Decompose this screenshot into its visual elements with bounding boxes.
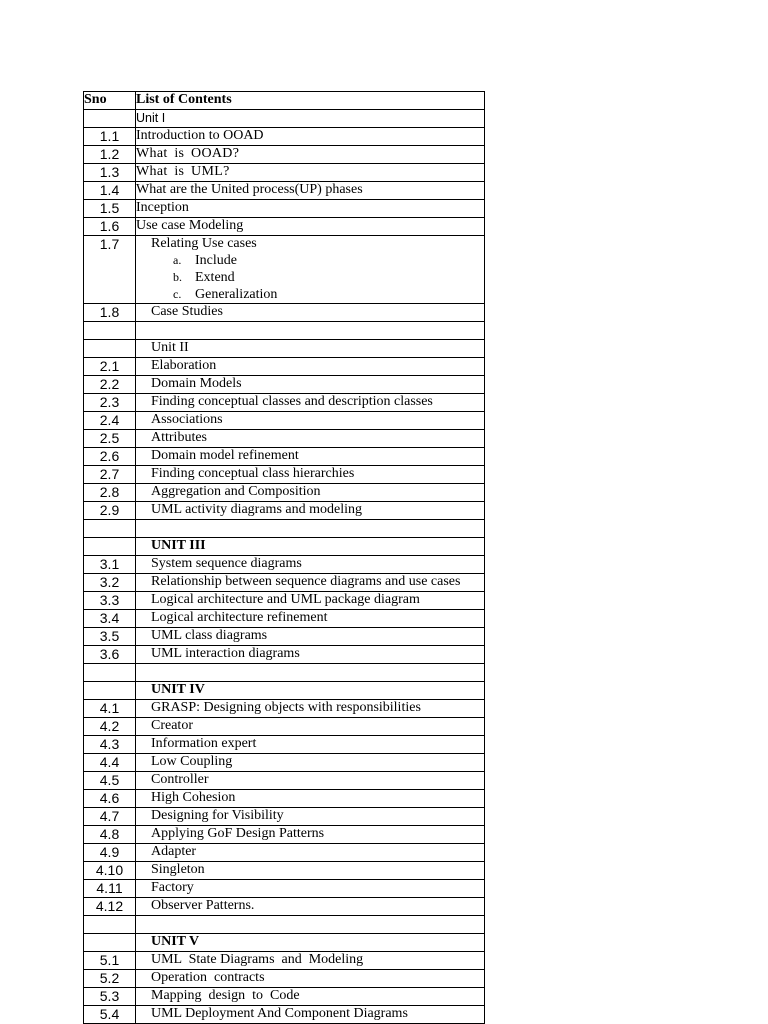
table-row <box>84 376 485 394</box>
table-row <box>84 556 485 574</box>
table-row <box>84 574 485 592</box>
row-sno: 5.3 <box>84 988 136 1006</box>
table-row-with-sublist <box>84 236 485 304</box>
table-row <box>84 412 485 430</box>
table-row <box>84 466 485 484</box>
row-title: What is OOAD? <box>136 146 485 164</box>
row-sno: 3.1 <box>84 556 136 574</box>
table-row <box>84 304 485 322</box>
row-title: Attributes <box>136 430 485 448</box>
table-row <box>84 448 485 466</box>
row-sno: 1.3 <box>84 164 136 182</box>
table-row <box>84 826 485 844</box>
row-title: UML interaction diagrams <box>136 646 485 664</box>
blank-row <box>84 520 485 538</box>
row-title: Designing for Visibility <box>136 808 485 826</box>
row-sno: 3.3 <box>84 592 136 610</box>
row-title: Factory <box>136 880 485 898</box>
row-title: Relating Use cases <box>151 236 257 251</box>
table-row <box>84 218 485 236</box>
table-row <box>84 128 485 146</box>
table-row <box>84 1006 485 1024</box>
row-title: Operation contracts <box>136 970 485 988</box>
row-title: Creator <box>136 718 485 736</box>
row-title: Domain model refinement <box>136 448 485 466</box>
sub-list-marker: c. <box>173 287 182 301</box>
row-sno: 2.9 <box>84 502 136 520</box>
sub-list-marker: b. <box>173 270 182 284</box>
unit-heading-row <box>84 538 485 556</box>
sub-list <box>151 252 484 303</box>
blank-row <box>84 916 485 934</box>
row-title: Use case Modeling <box>136 218 485 236</box>
row-sno: 5.1 <box>84 952 136 970</box>
table-row <box>84 146 485 164</box>
row-sno: 4.5 <box>84 772 136 790</box>
row-title: UML activity diagrams and modeling <box>136 502 485 520</box>
row-title: Adapter <box>136 844 485 862</box>
table-row <box>84 610 485 628</box>
unit-heading-row <box>84 682 485 700</box>
row-title: Applying GoF Design Patterns <box>136 826 485 844</box>
row-sno: 3.4 <box>84 610 136 628</box>
row-title: Observer Patterns. <box>136 898 485 916</box>
table-row <box>84 880 485 898</box>
sub-list-text: Include <box>195 253 237 268</box>
row-title: Associations <box>136 412 485 430</box>
row-sno: 5.2 <box>84 970 136 988</box>
row-title: Relationship between sequence diagrams and use cases <box>136 574 485 592</box>
unit-heading-row <box>84 934 485 952</box>
row-title: UML State Diagrams and Modeling <box>136 952 485 970</box>
table-row <box>84 700 485 718</box>
row-title: Aggregation and Composition <box>136 484 485 502</box>
table-row <box>84 502 485 520</box>
row-title: Finding conceptual class hierarchies <box>136 466 485 484</box>
row-title: UML class diagrams <box>136 628 485 646</box>
contents-table <box>83 91 485 1024</box>
table-row <box>84 430 485 448</box>
row-sno: 1.7 <box>84 236 136 304</box>
table-row <box>84 646 485 664</box>
row-title: High Cohesion <box>136 790 485 808</box>
row-sno: 2.2 <box>84 376 136 394</box>
row-sno: 5.4 <box>84 1006 136 1024</box>
row-sno: 3.6 <box>84 646 136 664</box>
contents-header: List of Contents <box>136 92 485 110</box>
blank-row <box>84 322 485 340</box>
row-sno: 1.1 <box>84 128 136 146</box>
table-row <box>84 200 485 218</box>
unit-4-label: UNIT IV <box>136 682 485 700</box>
table-row <box>84 718 485 736</box>
table-row <box>84 754 485 772</box>
row-title: Controller <box>136 772 485 790</box>
unit-heading-row <box>84 340 485 358</box>
row-title: GRASP: Designing objects with responsibilities <box>136 700 485 718</box>
row-sno: 4.2 <box>84 718 136 736</box>
row-title: Logical architecture and UML package diagram <box>136 592 485 610</box>
table-row <box>84 394 485 412</box>
table-row <box>84 988 485 1006</box>
row-sno: 2.3 <box>84 394 136 412</box>
table-row <box>84 952 485 970</box>
row-title: Elaboration <box>136 358 485 376</box>
row-sno: 2.8 <box>84 484 136 502</box>
row-sno: 2.5 <box>84 430 136 448</box>
row-title: Information expert <box>136 736 485 754</box>
row-sno: 2.7 <box>84 466 136 484</box>
row-sno: 2.1 <box>84 358 136 376</box>
row-sno: 4.6 <box>84 790 136 808</box>
row-title: What are the United process(UP) phases <box>136 182 485 200</box>
row-title: What is UML? <box>136 164 485 182</box>
row-sno: 1.2 <box>84 146 136 164</box>
unit-3-label: UNIT III <box>136 538 485 556</box>
table-row <box>84 592 485 610</box>
row-sno: 4.3 <box>84 736 136 754</box>
table-row <box>84 182 485 200</box>
row-sno: 2.4 <box>84 412 136 430</box>
sub-list-marker: a. <box>173 253 182 267</box>
row-title: Mapping design to Code <box>136 988 485 1006</box>
unit-1-label: Unit I <box>136 110 485 128</box>
unit-heading-row <box>84 110 485 128</box>
table-row <box>84 862 485 880</box>
row-sno: 4.4 <box>84 754 136 772</box>
table-row <box>84 484 485 502</box>
row-title: Singleton <box>136 862 485 880</box>
row-title: System sequence diagrams <box>136 556 485 574</box>
unit-5-label: UNIT V <box>136 934 485 952</box>
row-sno: 3.2 <box>84 574 136 592</box>
blank-row <box>84 664 485 682</box>
table-row <box>84 808 485 826</box>
sno-header: Sno <box>84 92 136 110</box>
table-header-row <box>84 92 485 110</box>
row-sno: 4.1 <box>84 700 136 718</box>
row-title: Case Studies <box>136 304 485 322</box>
sub-list-item <box>173 252 484 269</box>
row-sno: 4.9 <box>84 844 136 862</box>
row-sno: 1.4 <box>84 182 136 200</box>
row-sno: 4.12 <box>84 898 136 916</box>
row-title: Low Coupling <box>136 754 485 772</box>
row-title: UML Deployment And Component Diagrams <box>136 1006 485 1024</box>
unit-2-label: Unit II <box>136 340 485 358</box>
row-title: Introduction to OOAD <box>136 128 485 146</box>
row-title: Logical architecture refinement <box>136 610 485 628</box>
sub-list-text: Generalization <box>195 287 278 302</box>
table-row <box>84 970 485 988</box>
row-title: Inception <box>136 200 485 218</box>
table-row <box>84 164 485 182</box>
row-title: Finding conceptual classes and description classes <box>136 394 485 412</box>
row-sno: 4.8 <box>84 826 136 844</box>
table-row <box>84 736 485 754</box>
table-row <box>84 898 485 916</box>
row-sno: 4.10 <box>84 862 136 880</box>
row-sno: 1.6 <box>84 218 136 236</box>
table-row <box>84 358 485 376</box>
table-row <box>84 628 485 646</box>
sub-list-item <box>173 269 484 286</box>
table-row <box>84 844 485 862</box>
table-row <box>84 790 485 808</box>
row-title: Domain Models <box>136 376 485 394</box>
row-sno: 2.6 <box>84 448 136 466</box>
row-sno: 3.5 <box>84 628 136 646</box>
sub-list-text: Extend <box>195 270 235 285</box>
sub-list-item <box>173 286 484 303</box>
row-sno: 4.7 <box>84 808 136 826</box>
row-sno: 4.11 <box>84 880 136 898</box>
row-sno: 1.8 <box>84 304 136 322</box>
table-row <box>84 772 485 790</box>
row-sno: 1.5 <box>84 200 136 218</box>
